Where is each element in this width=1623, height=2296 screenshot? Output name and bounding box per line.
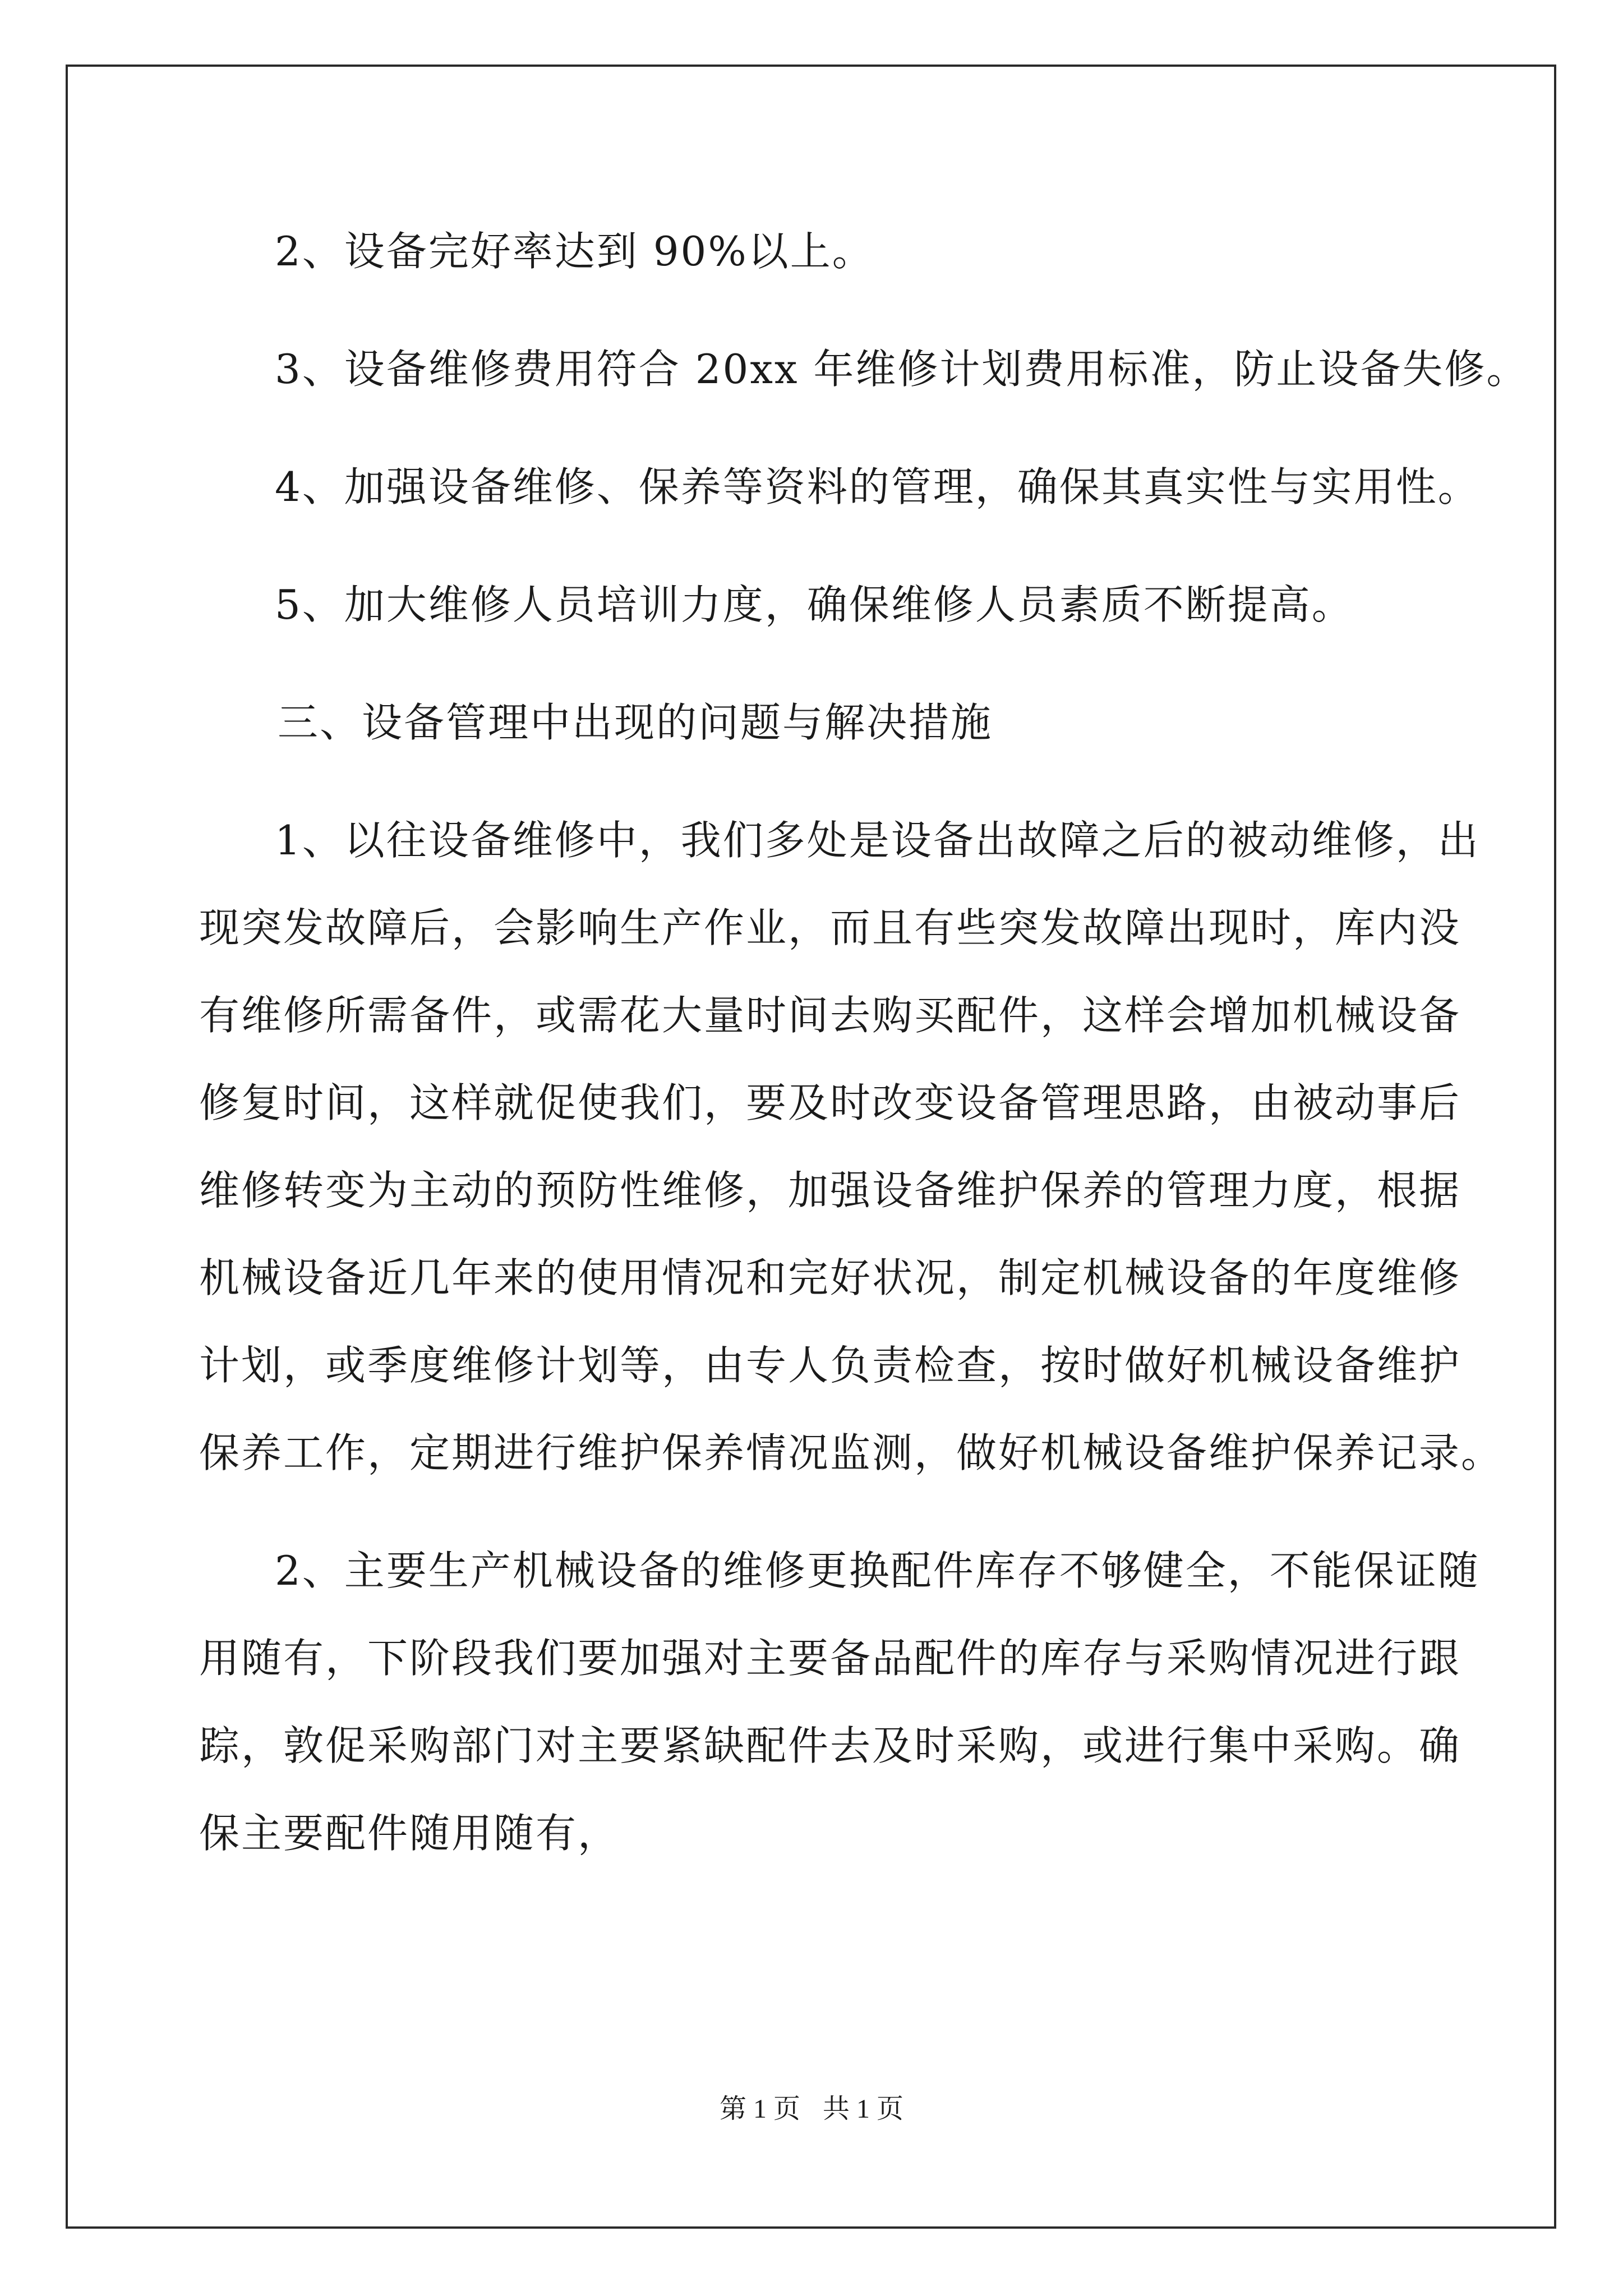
paragraph-line: 保养工作，定期进行维护保养情况监测，做好机械设备维护保养记录。 <box>199 1429 1504 1476</box>
paragraph-line: 计划，或季度维修计划等，由专人负责检查，按时做好机械设备维护 <box>199 1342 1461 1389</box>
paragraph-line: 修复时间，这样就促使我们，要及时改变设备管理思路，由被动事后 <box>199 1079 1461 1126</box>
list-item-5: 5、加大维修人员培训力度，确保维修人员素质不断提高。 <box>275 581 1354 628</box>
paragraph-line: 现突发故障后，会影响生产作业，而且有些突发故障出现时，库内没 <box>199 904 1461 951</box>
list-item-3: 3、设备维修费用符合 20xx 年维修计划费用标准，防止设备失修。 <box>275 346 1529 393</box>
paragraph-line: 1、以往设备维修中，我们多处是设备出故障之后的被动维修，出 <box>275 817 1480 864</box>
paragraph-line: 用随有，下阶段我们要加强对主要备品配件的库存与采购情况进行跟 <box>199 1635 1461 1682</box>
paragraph-line: 有维修所需备件，或需花大量时间去购买配件，这样会增加机械设备 <box>199 992 1461 1039</box>
section-heading: 三、设备管理中出现的问题与解决措施 <box>278 699 993 746</box>
list-item-4: 4、加强设备维修、保养等资料的管理，确保其真实性与实用性。 <box>275 463 1480 510</box>
page-number: 第 1 页 <box>719 2094 800 2124</box>
page-footer <box>0 2087 1623 2125</box>
paragraph-line: 机械设备近几年来的使用情况和完好状况，制定机械设备的年度维修 <box>199 1254 1461 1301</box>
paragraph-line: 保主要配件随用随有， <box>199 1810 620 1857</box>
paragraph-line: 2、主要生产机械设备的维修更换配件库存不够健全，不能保证随 <box>275 1547 1480 1594</box>
list-item-2: 2、设备完好率达到 90%以上。 <box>275 228 874 275</box>
paragraph-line: 维修转变为主动的预防性维修，加强设备维护保养的管理力度，根据 <box>199 1167 1461 1214</box>
paragraph-2 <box>199 1527 1480 1877</box>
document-body <box>199 208 1529 1877</box>
paragraph-1 <box>199 797 1504 1497</box>
paragraph-line: 踪，敦促采购部门对主要紧缺配件去及时采购，或进行集中采购。确 <box>199 1722 1461 1769</box>
page-total: 共 1 页 <box>823 2094 904 2124</box>
